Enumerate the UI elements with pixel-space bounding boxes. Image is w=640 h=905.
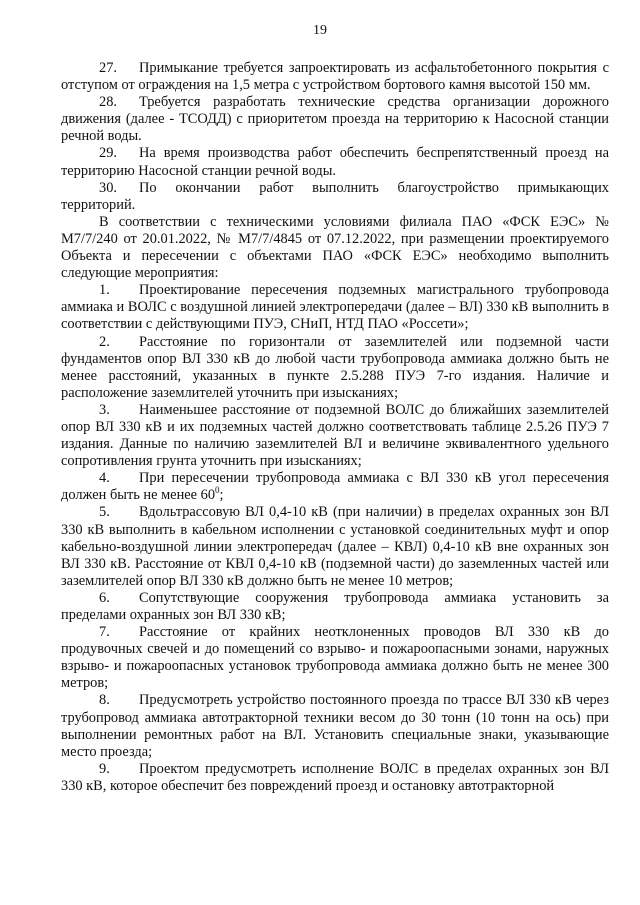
paragraph-text: На время производства работ обеспечить беспрепятственный проезд на территорию Насосной станции речной воды. (61, 145, 609, 179)
paragraph-7 (61, 624, 609, 692)
item-number: 4. (99, 470, 110, 487)
paragraph-text: Проектирование пересечения подземных магистрального трубопровода аммиака и ВОЛС с воздушной линией электропередачи (далее – ВЛ) 330 кВ выполнить в соответствии с действующими ПУЭ, СНиП, НТД ПАО «Россети»; (61, 282, 609, 333)
paragraph-text: По окончании работ выполнить благоустройство примыкающих территорий. (61, 179, 609, 213)
paragraph-text: Сопутствующие сооружения трубопровода аммиака установить за пределами охранных зон ВЛ 330 кВ; (61, 589, 609, 623)
item-number: 29. (99, 145, 117, 162)
item-number: 30. (99, 179, 117, 196)
item-number: 2. (99, 333, 110, 350)
degree-superscript: 0 (215, 485, 220, 496)
item-number: 27. (99, 60, 117, 76)
paragraph-9 (61, 761, 609, 795)
paragraph-28 (61, 94, 609, 145)
paragraph-2 (61, 334, 609, 402)
document-body (61, 60, 609, 795)
item-number: 6. (99, 589, 110, 606)
paragraph-6 (61, 590, 609, 624)
item-number: 5. (99, 504, 110, 521)
item-number: 9. (99, 760, 110, 777)
paragraph-tail: ; (219, 487, 224, 504)
paragraph-text: Расстояние по горизонтали от заземлителей или подземной части фундаментов опор ВЛ 330 кВ до любой части трубопровода аммиака должно быть не менее расстояний, указанных в пункте 2.5.288 ПУЭ 7-го издания. Наличие и расположение заземлителей уточнить при изысканиях; (61, 333, 609, 401)
paragraph-text: В соответствии с техническими условиями филиала ПАО «ФСК ЕЭС» № М7/7/240 от 20.01.2022, № М7/7/4845 от 07.12.2022, при размещении проектируемого Объекта и пересечении с объектами ПАО «ФСК ЕЭС» необходимо выполнить следующие мероприятия: (61, 213, 609, 282)
paragraph-text: При пересечении трубопровода аммиака с ВЛ 330 кВ угол пересечения должен быть не менее 60 (61, 470, 609, 504)
paragraph-8 (61, 692, 609, 760)
page-number: 19 (313, 23, 327, 38)
paragraph-29 (61, 145, 609, 179)
paragraph-text: Наименьшее расстояние от подземной ВОЛС до ближайших заземлителей опор ВЛ 330 кВ и их подземных частей должно соответствовать таблице 2.5.26 ПУЭ 7 издания. Данные по наличию заземлителей ВЛ и величине эквивалентного удельного сопротивления грунта уточнить при изысканиях; (61, 401, 609, 470)
paragraph-text: Вдольтрассовую ВЛ 0,4-10 кВ (при наличии) в пределах охранных зон ВЛ 330 кВ выполнить в кабельном исполнении с установкой соединительных муфт и опор кабельно-воздушной линии электропередач (далее – КВЛ) 0,4-10 кВ вне охранных зон ВЛ 330 кВ. Расстояние от КВЛ 0,4-10 кВ (подземной части) до заземленных частей или заземлителей опор ВЛ 330 кВ должно быть не менее 10 метров; (61, 504, 609, 589)
paragraph-27 (61, 60, 609, 94)
paragraph-text: Проектом предусмотреть исполнение ВОЛС в пределах охранных зон ВЛ 330 кВ, которое обеспечит без повреждений проезд и остановку автотракторной (61, 760, 609, 794)
paragraph-3 (61, 402, 609, 470)
paragraph-text: Предусмотреть устройство постоянного проезда по трассе ВЛ 330 кВ через трубопровод аммиака автотракторной техники весом до 30 тонн (10 тонн на ось) при выполнении ремонтных работ на ВЛ. Установить специальные знаки, указывающие место проезда; (61, 692, 609, 760)
paragraph-text: Примыкание требуется запроектировать из асфальтобетонного покрытия с отступом от ограждения на 1,5 метра с устройством бортового камня высотой 150 мм. (61, 60, 609, 94)
item-number: 3. (99, 401, 110, 418)
paragraph-text: Требуется разработать технические средства организации дорожного движения (далее - ТСОДД) с приоритетом проезда на территорию к Насосной станции речной воды. (61, 94, 609, 145)
item-number: 7. (99, 624, 110, 641)
paragraph-text: Расстояние от крайних неотклоненных проводов ВЛ 330 кВ до продувочных свечей и до помещений со взрыво- и пожароопасными зонами, наружных взрыво- и пожароопасных установок трубопровода аммиака должно быть не менее 300 метров; (61, 624, 609, 692)
item-number: 1. (99, 282, 110, 299)
paragraph-1 (61, 282, 609, 333)
paragraph-5 (61, 504, 609, 589)
paragraph-30 (61, 180, 609, 214)
item-number: 28. (99, 94, 117, 111)
item-number: 8. (99, 692, 110, 709)
paragraph-4 (61, 470, 609, 504)
paragraph-intro-fsk (61, 214, 609, 282)
